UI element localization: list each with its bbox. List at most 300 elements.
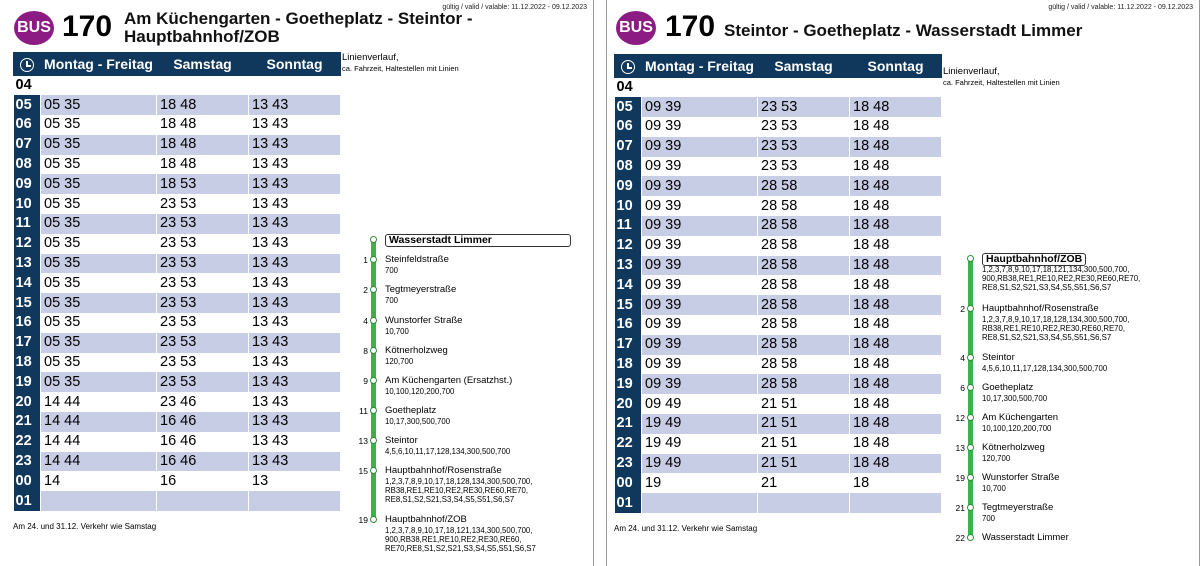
weekday-cell: 09 39	[642, 275, 758, 295]
saturday-cell: 18 48	[157, 95, 249, 115]
stop-dot-icon	[967, 474, 974, 481]
saturday-cell: 23 53	[157, 333, 249, 353]
validity-text: gültig / valid / valable: 11.12.2022 - 09.12.2023	[1048, 4, 1193, 11]
stop-minute: 22	[955, 533, 965, 543]
hour-cell: 04	[615, 78, 642, 98]
sunday-cell: 18 48	[850, 374, 942, 394]
sunday-cell: 18 48	[850, 157, 942, 177]
table-row	[615, 434, 942, 454]
saturday-cell: 28 58	[758, 295, 850, 315]
sunday-cell: 18 48	[850, 97, 942, 117]
sunday-cell: 18 48	[850, 117, 942, 137]
weekday-cell: 05 35	[41, 194, 157, 214]
stop-lines-row: 10,100,120,200,700	[982, 424, 1052, 433]
saturday-cell: 23 53	[758, 97, 850, 117]
saturday-cell: 21	[758, 473, 850, 493]
stop-lines-row: 1,2,3,7,8,9,10,17,18,121,134,300,500,700,	[982, 265, 1130, 274]
stop-minute: 1	[363, 255, 368, 265]
hour-cell: 05	[615, 97, 642, 117]
hour-cell: 17	[615, 335, 642, 355]
sunday-cell	[249, 491, 341, 511]
weekday-cell: 09 39	[642, 97, 758, 117]
saturday-cell: 23 53	[157, 353, 249, 373]
hour-cell: 16	[615, 315, 642, 335]
stop-dot-icon	[967, 444, 974, 451]
sunday-cell: 13 43	[249, 333, 341, 353]
route-title-line2: Hauptbahnhof/ZOB	[124, 27, 280, 46]
sunday-cell: 18 48	[850, 434, 942, 454]
clock-icon	[20, 58, 34, 72]
stop-lines	[982, 484, 1006, 493]
clock-icon	[621, 60, 635, 74]
table-row	[14, 115, 341, 135]
stop-lines-row: 10,100,120,200,700	[385, 387, 455, 396]
saturday-cell	[758, 493, 850, 513]
route-heading-title: Linienverlauf,	[943, 66, 1000, 77]
hour-cell: 14	[14, 273, 41, 293]
weekday-cell: 05 35	[41, 115, 157, 135]
table-row	[615, 176, 942, 196]
weekday-cell: 09 39	[642, 256, 758, 276]
table-row	[615, 236, 942, 256]
saturday-cell: 23 53	[157, 372, 249, 392]
stop-name: Wunstorfer Straße	[385, 315, 463, 326]
table-row	[615, 454, 942, 474]
route-title	[124, 10, 473, 46]
weekday-cell: 05 35	[41, 333, 157, 353]
table-row	[14, 372, 341, 392]
header-sunday: Sonntag	[850, 55, 942, 78]
table-row	[14, 392, 341, 412]
sunday-cell: 18 48	[850, 315, 942, 335]
weekday-cell: 09 39	[642, 137, 758, 157]
table-row	[615, 157, 942, 177]
hour-cell: 07	[14, 135, 41, 155]
sunday-cell: 18 48	[850, 275, 942, 295]
saturday-cell: 23 53	[157, 214, 249, 234]
stop-lines-row: 1,2,3,7,8,9,10,17,18,128,134,300,500,700,	[982, 315, 1130, 324]
weekday-cell: 09 39	[642, 216, 758, 236]
stop-lines-row: 10,700	[982, 484, 1006, 493]
route-heading-title: Linienverlauf,	[342, 52, 399, 63]
stop-minute: 12	[955, 413, 965, 423]
hour-cell: 00	[14, 471, 41, 491]
stop-minute: 13	[358, 436, 368, 446]
stop-lines	[982, 424, 1051, 433]
table-row	[615, 275, 942, 295]
hour-cell: 11	[14, 214, 41, 234]
weekday-cell: 19	[642, 473, 758, 493]
stop-name: Goetheplatz	[982, 382, 1034, 393]
weekday-cell: 09 39	[642, 335, 758, 355]
sunday-cell: 18 48	[850, 355, 942, 375]
hour-cell: 14	[615, 275, 642, 295]
stop-name: Steintor	[385, 435, 418, 446]
saturday-cell: 23 53	[157, 293, 249, 313]
table-row	[615, 374, 942, 394]
stop-minute: 13	[955, 443, 965, 453]
stop-lines	[982, 394, 1047, 403]
stop-dot-icon	[967, 384, 974, 391]
timetable-panel-return	[606, 0, 1200, 566]
weekday-cell: 14 44	[41, 392, 157, 412]
stop-dot-icon	[370, 317, 377, 324]
hour-cell: 21	[14, 412, 41, 432]
stop-name: Hauptbahnhof/Rosenstraße	[385, 465, 502, 476]
stop-lines-row: RB38,RE1,RE10,RE2,RE30,RE60,RE70,	[385, 486, 529, 495]
stop-dot-icon	[370, 236, 377, 243]
stop-dot-icon	[370, 347, 377, 354]
weekday-cell: 09 49	[642, 394, 758, 414]
header-weekday: Montag - Freitag	[642, 55, 758, 78]
footnote: Am 24. und 31.12. Verkehr wie Samstag	[614, 524, 758, 533]
stop-dot-icon	[370, 256, 377, 263]
stop-name: Hauptbahnhof/Rosenstraße	[982, 303, 1099, 314]
weekday-cell: 05 35	[41, 273, 157, 293]
stop-dot-icon	[370, 377, 377, 384]
stop-minute: 19	[358, 515, 368, 525]
sunday-cell: 18 48	[850, 394, 942, 414]
table-row	[615, 137, 942, 157]
stop-name: Wunstorfer Straße	[982, 472, 1060, 483]
table-row	[14, 174, 341, 194]
sunday-cell: 13 43	[249, 273, 341, 293]
stop-lines-row: 10,700	[385, 327, 409, 336]
stop-lines-row: 700	[385, 266, 399, 275]
stop-minute: 21	[955, 503, 965, 513]
weekday-cell: 09 39	[642, 196, 758, 216]
sunday-cell: 13	[249, 471, 341, 491]
header-saturday: Samstag	[758, 55, 850, 78]
stop-lines	[385, 447, 510, 456]
stop-name: Wasserstadt Limmer	[982, 532, 1069, 543]
hour-cell: 01	[615, 493, 642, 513]
hour-cell: 22	[14, 432, 41, 452]
table-row	[14, 194, 341, 214]
stop-lines-row: RB38,RE1,RE10,RE2,RE30,RE60,RE70,	[982, 324, 1126, 333]
saturday-cell	[758, 78, 850, 98]
stop-dot-icon	[370, 516, 377, 523]
hour-cell: 10	[615, 196, 642, 216]
weekday-cell: 05 35	[41, 254, 157, 274]
table-row	[615, 117, 942, 137]
saturday-cell: 28 58	[758, 196, 850, 216]
table-row	[14, 491, 341, 511]
stop-lines	[385, 296, 398, 305]
header-sunday: Sonntag	[249, 53, 341, 76]
timetable	[13, 52, 341, 511]
route-line	[968, 258, 973, 540]
saturday-cell: 28 58	[758, 275, 850, 295]
hour-cell: 16	[14, 313, 41, 333]
weekday-cell: 05 35	[41, 372, 157, 392]
hour-cell: 13	[615, 256, 642, 276]
table-row	[14, 273, 341, 293]
weekday-cell: 19 49	[642, 414, 758, 434]
sunday-cell	[249, 76, 341, 96]
table-row	[615, 256, 942, 276]
validity-text: gültig / valid / valable: 11.12.2022 - 09.12.2023	[442, 4, 587, 11]
stop-lines	[385, 477, 532, 504]
timetable-body	[615, 78, 942, 514]
saturday-cell: 18 48	[157, 155, 249, 175]
table-row	[14, 432, 341, 452]
table-row	[615, 78, 942, 98]
stop-minute: 9	[363, 376, 368, 386]
sunday-cell: 18 48	[850, 256, 942, 276]
stop-name: Kötnerholzweg	[982, 442, 1045, 453]
stop-minute: 4	[363, 316, 368, 326]
sunday-cell	[850, 78, 942, 98]
timetable-body	[14, 76, 341, 512]
sunday-cell: 18 48	[850, 335, 942, 355]
bus-logo: BUS	[14, 11, 54, 45]
sunday-cell	[850, 493, 942, 513]
table-row	[615, 196, 942, 216]
timetable-header	[615, 55, 942, 78]
saturday-cell: 28 58	[758, 216, 850, 236]
weekday-cell: 05 35	[41, 135, 157, 155]
hour-cell: 17	[14, 333, 41, 353]
hour-cell: 18	[615, 355, 642, 375]
weekday-cell: 14	[41, 471, 157, 491]
saturday-cell: 28 58	[758, 335, 850, 355]
stop-dot-icon	[967, 255, 974, 262]
saturday-cell: 28 58	[758, 355, 850, 375]
footnote: Am 24. und 31.12. Verkehr wie Samstag	[13, 522, 157, 531]
table-row	[615, 315, 942, 335]
stop-dot-icon	[370, 286, 377, 293]
stop-dot-icon	[967, 414, 974, 421]
stop-name: Wasserstadt Limmer	[385, 234, 571, 247]
saturday-cell: 28 58	[758, 236, 850, 256]
stop-name: Tegtmeyerstraße	[982, 502, 1054, 513]
weekday-cell: 09 39	[642, 315, 758, 335]
route-title-line1: Steintor - Goetheplatz - Wasserstadt Limmer	[724, 21, 1083, 40]
table-row	[615, 335, 942, 355]
stop-lines-row: RE8,S1,S2,S21,S3,S4,S5,S51,S6,S7	[982, 283, 1112, 292]
saturday-cell: 18 48	[157, 115, 249, 135]
stop-lines-row: 900,RB38,RE1,RE10,RE2,RE30,RE60,RE70,	[982, 274, 1141, 283]
stop-dot-icon	[370, 407, 377, 414]
hour-cell: 06	[615, 117, 642, 137]
stop-dot-icon	[370, 467, 377, 474]
saturday-cell: 21 51	[758, 414, 850, 434]
weekday-cell: 05 35	[41, 174, 157, 194]
table-row	[14, 313, 341, 333]
stop-lines-row: 10,17,300,500,700	[982, 394, 1048, 403]
stop-lines	[982, 364, 1107, 373]
stop-minute: 15	[358, 466, 368, 476]
table-row	[14, 333, 341, 353]
table-row	[615, 295, 942, 315]
route-title-line1: Am Küchengarten - Goetheplatz - Steintor -	[124, 9, 473, 28]
hour-cell: 20	[14, 392, 41, 412]
saturday-cell: 23 53	[758, 137, 850, 157]
route-heading	[342, 52, 459, 74]
stop-lines	[385, 266, 398, 275]
sunday-cell: 18 48	[850, 414, 942, 434]
sunday-cell: 13 43	[249, 95, 341, 115]
stop-name: Steinfeldstraße	[385, 254, 449, 265]
saturday-cell: 16 46	[157, 432, 249, 452]
table-row	[14, 293, 341, 313]
sunday-cell: 13 43	[249, 293, 341, 313]
weekday-cell: 05 35	[41, 293, 157, 313]
weekday-cell: 14 44	[41, 452, 157, 472]
hour-cell: 12	[615, 236, 642, 256]
saturday-cell: 23 53	[157, 313, 249, 333]
weekday-cell: 05 35	[41, 313, 157, 333]
sunday-cell: 18 48	[850, 216, 942, 236]
saturday-cell	[157, 76, 249, 96]
stop-minute: 4	[960, 353, 965, 363]
stop-name: Hauptbahnhof/ZOB	[982, 253, 1086, 266]
table-row	[615, 97, 942, 117]
stop-lines	[385, 327, 409, 336]
hour-cell: 18	[14, 353, 41, 373]
saturday-cell: 28 58	[758, 176, 850, 196]
stop-name: Kötnerholzweg	[385, 345, 448, 356]
bus-logo: BUS	[616, 11, 656, 45]
saturday-cell: 23 46	[157, 392, 249, 412]
hour-cell: 09	[14, 174, 41, 194]
hour-cell: 07	[615, 137, 642, 157]
weekday-cell: 05 35	[41, 234, 157, 254]
stop-dot-icon	[967, 305, 974, 312]
hour-cell: 11	[615, 216, 642, 236]
line-number: 170	[62, 10, 113, 43]
hour-cell: 19	[615, 374, 642, 394]
header-weekday: Montag - Freitag	[41, 53, 157, 76]
hour-cell: 05	[14, 95, 41, 115]
table-row	[615, 493, 942, 513]
hour-cell: 00	[615, 473, 642, 493]
weekday-cell	[642, 78, 758, 98]
stop-name: Am Küchengarten	[982, 412, 1059, 423]
stop-lines-row: 4,5,6,10,11,17,128,134,300,500,700	[385, 447, 511, 456]
weekday-cell: 09 39	[642, 157, 758, 177]
stop-name: Steintor	[982, 352, 1015, 363]
stop-lines-row: 1,2,3,7,8,9,10,17,18,121,134,300,500,700,	[385, 526, 533, 535]
weekday-cell: 05 35	[41, 353, 157, 373]
sunday-cell: 13 43	[249, 353, 341, 373]
sunday-cell: 18 48	[850, 295, 942, 315]
sunday-cell: 13 43	[249, 392, 341, 412]
table-row	[14, 155, 341, 175]
route-heading-subtitle: ca. Fahrzeit, Haltestellen mit Linien	[943, 78, 1060, 87]
saturday-cell: 23 53	[758, 157, 850, 177]
table-row	[14, 214, 341, 234]
sunday-cell: 13 43	[249, 372, 341, 392]
saturday-cell: 18 53	[157, 174, 249, 194]
weekday-cell: 09 39	[642, 176, 758, 196]
sunday-cell: 13 43	[249, 234, 341, 254]
sunday-cell: 18 48	[850, 176, 942, 196]
stop-lines-row: 700	[982, 514, 996, 523]
saturday-cell: 21 51	[758, 454, 850, 474]
saturday-cell: 23 53	[157, 273, 249, 293]
route-heading	[943, 66, 1060, 88]
hour-cell: 06	[14, 115, 41, 135]
saturday-cell: 23 53	[157, 254, 249, 274]
hour-cell: 23	[615, 454, 642, 474]
saturday-cell	[157, 491, 249, 511]
weekday-cell	[642, 493, 758, 513]
saturday-cell: 18 48	[157, 135, 249, 155]
table-row	[14, 452, 341, 472]
stop-minute: 19	[955, 473, 965, 483]
sunday-cell: 18 48	[850, 137, 942, 157]
stop-lines-row: 900,RB38,RE1,RE10,RE2,RE30,RE60,	[385, 535, 522, 544]
stop-name: Hauptbahnhof/ZOB	[385, 514, 467, 525]
sunday-cell: 18 48	[850, 236, 942, 256]
saturday-cell: 23 53	[157, 194, 249, 214]
saturday-cell: 16	[157, 471, 249, 491]
hour-cell: 04	[14, 76, 41, 96]
table-row	[14, 412, 341, 432]
sunday-cell: 13 43	[249, 214, 341, 234]
stop-lines-row: 10,17,300,500,700	[385, 417, 451, 426]
table-row	[14, 95, 341, 115]
stop-lines-row: 120,700	[982, 454, 1011, 463]
stop-lines	[982, 514, 995, 523]
sunday-cell: 13 43	[249, 194, 341, 214]
weekday-cell	[41, 76, 157, 96]
stop-lines	[982, 454, 1010, 463]
saturday-cell: 16 46	[157, 412, 249, 432]
stop-lines-row: RE70,RE8,S1,S2,S21,S3,S4,S5,S51,S6,S7	[385, 544, 536, 553]
sunday-cell: 13 43	[249, 135, 341, 155]
sunday-cell: 13 43	[249, 432, 341, 452]
stop-lines-row: RE8,S1,S2,S21,S3,S4,S5,S51,S6,S7	[982, 333, 1112, 342]
table-row	[14, 76, 341, 96]
sunday-cell: 13 43	[249, 412, 341, 432]
stop-lines-row: RE8,S1,S2,S21,S3,S4,S5,S51,S6,S7	[385, 495, 515, 504]
saturday-cell: 21 51	[758, 394, 850, 414]
table-row	[14, 353, 341, 373]
sunday-cell: 13 43	[249, 174, 341, 194]
hour-cell: 09	[615, 176, 642, 196]
stop-lines	[982, 265, 1140, 292]
weekday-cell: 05 35	[41, 155, 157, 175]
stop-name: Am Küchengarten (Ersatzhst.)	[385, 375, 513, 386]
weekday-cell: 05 35	[41, 95, 157, 115]
stop-minute: 6	[960, 383, 965, 393]
table-row	[615, 216, 942, 236]
sunday-cell: 18	[850, 473, 942, 493]
stop-dot-icon	[967, 534, 974, 541]
stop-lines-row: 120,700	[385, 357, 414, 366]
timetable	[614, 54, 942, 513]
saturday-cell: 16 46	[157, 452, 249, 472]
timetable-panel-outbound	[0, 0, 594, 566]
stop-lines	[385, 357, 413, 366]
sunday-cell: 13 43	[249, 155, 341, 175]
stop-lines	[385, 387, 454, 396]
hour-cell: 08	[14, 155, 41, 175]
weekday-cell	[41, 491, 157, 511]
route-title	[724, 22, 1082, 40]
stop-name: Goetheplatz	[385, 405, 437, 416]
weekday-cell: 09 39	[642, 355, 758, 375]
hour-cell: 13	[14, 254, 41, 274]
weekday-cell: 09 39	[642, 295, 758, 315]
weekday-cell: 05 35	[41, 214, 157, 234]
stop-lines	[385, 417, 450, 426]
hour-cell: 10	[14, 194, 41, 214]
weekday-cell: 09 39	[642, 236, 758, 256]
